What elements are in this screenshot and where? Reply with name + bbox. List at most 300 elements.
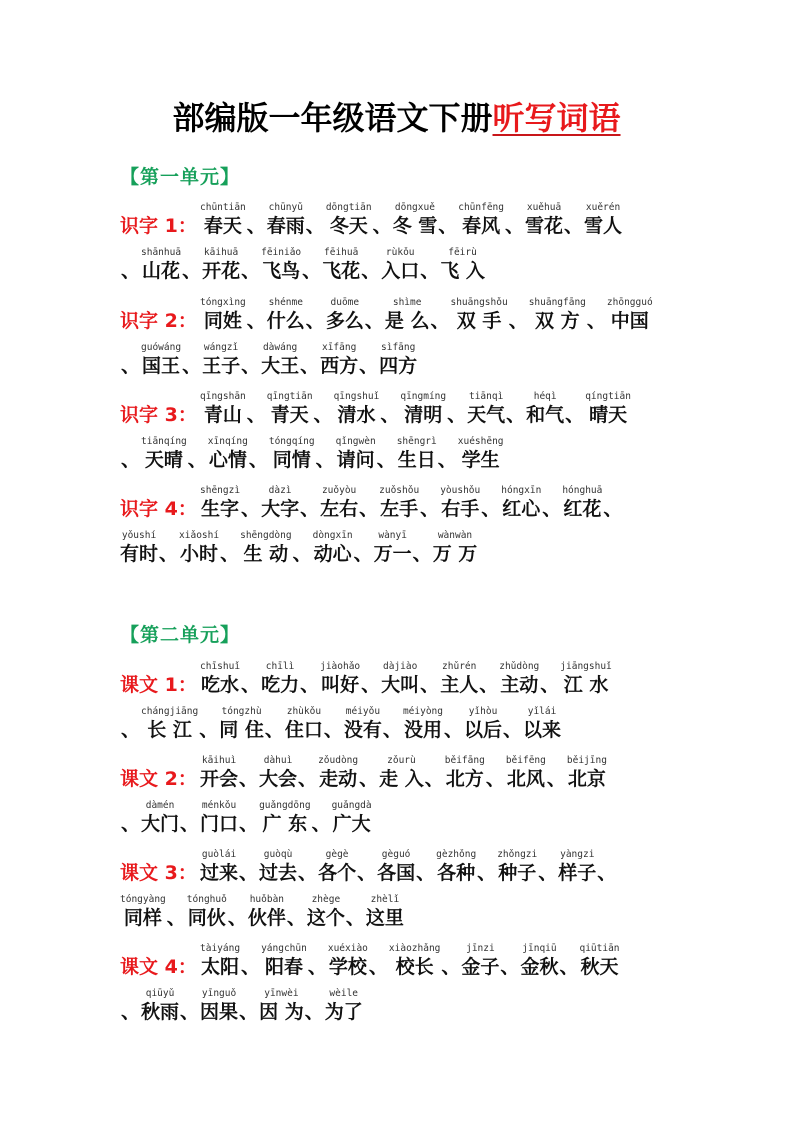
vocab-word [332,800,372,836]
vocab-word [458,436,504,472]
separator: 、 [538,862,558,884]
vocab-word [259,988,304,1024]
lesson-block [120,195,700,285]
pinyin: yángchūn [261,943,307,954]
separator: 、 [505,215,525,237]
vocab-word [579,943,619,979]
vocab-word [318,755,358,791]
hanzi: 雪人 [584,215,623,237]
vocab-word [366,894,404,930]
vocab-word [322,247,360,283]
hanzi: 学生 [461,449,500,471]
pinyin: tóngqíng [268,436,315,447]
vocab-word [558,849,596,885]
hanzi: 为了 [324,1001,363,1023]
vocab-word [458,202,504,238]
hanzi: 广 东 [262,813,308,835]
hanzi: 以来 [523,719,562,741]
word-line [120,748,700,793]
separator: 、 [304,1001,324,1023]
word-line [120,793,700,838]
pinyin: méiyòng [402,706,443,717]
separator: 、 [361,260,381,282]
pinyin: tóngxìng [200,297,246,308]
pinyin: gèguó [381,849,411,860]
vocab-word [120,894,166,930]
vocab-word [562,485,602,521]
separator: 、 [307,956,327,978]
pinyin: qīngshān [200,391,246,402]
vocab-word [567,755,607,791]
hanzi: 没用 [403,719,442,741]
pinyin: zhōngguó [606,297,653,308]
pinyin: shìme [392,297,422,308]
hanzi: 门口 [200,813,239,835]
pinyin: dàmén [145,800,175,811]
separator: 、 [241,355,261,377]
vocab-word [141,800,179,836]
pinyin: xīnqíng [207,436,248,447]
separator: 、 [542,498,562,520]
hanzi: 小时 [180,543,219,565]
separator: 、 [121,719,141,741]
hanzi: 青山 [203,404,242,426]
pinyin: shuāngfāng [528,297,586,308]
hanzi: 同伙 [187,907,226,929]
separator: 、 [121,449,141,471]
lesson-block [120,654,700,744]
word-line [120,887,700,932]
hanzi: 多么 [325,310,364,332]
pinyin: hóngxīn [501,485,542,496]
separator: 、 [241,498,261,520]
vocab-word [248,894,286,930]
hanzi: 双 手 [456,310,502,332]
word-line [120,384,700,429]
pinyin: dàhuì [263,755,293,766]
separator: 、 [447,404,467,426]
separator: 、 [180,813,200,835]
pinyin: jīnqiū [522,943,557,954]
separator: 、 [376,449,396,471]
hanzi: 过去 [259,862,298,884]
separator: 、 [380,404,400,426]
word-line [120,478,700,523]
vocab-word [450,297,507,333]
vocab-word [200,849,238,885]
vocab-word [285,706,323,742]
pinyin: zuǒshǒu [379,485,420,496]
pinyin: chángjiāng [141,706,199,717]
separator: 、 [359,498,379,520]
lesson-block [120,290,700,380]
hanzi: 大字 [261,498,300,520]
hanzi: 学校 [328,956,367,978]
separator: 、 [292,543,312,565]
pinyin: gègè [325,849,349,860]
unit-heading-1: 【第一单元】 [120,166,241,188]
hanzi: 生日 [397,449,436,471]
separator: 、 [503,719,523,741]
hanzi: 样子 [558,862,597,884]
pinyin: shēngrì [396,436,437,447]
hanzi: 没有 [343,719,382,741]
vocab-word [393,202,438,238]
vocab-word [325,988,363,1024]
hanzi: 开会 [200,768,239,790]
hanzi: 大叫 [381,674,420,696]
vocab-word [141,706,198,742]
pinyin: dàjiào [383,661,418,672]
vocab-word [529,297,586,333]
title-prefix: 部编版一年级语文下册 [172,99,493,137]
separator: 、 [220,543,240,565]
separator: 、 [420,260,440,282]
separator: 、 [323,719,343,741]
pinyin: wèile [329,988,359,999]
hanzi: 是 么 [384,310,430,332]
pinyin: jiàohǎo [320,661,361,672]
separator: 、 [564,215,584,237]
hanzi: 吃水 [201,674,240,696]
hanzi: 生字 [201,498,240,520]
vocab-word [403,706,443,742]
hanzi: 万一 [373,543,412,565]
separator: 、 [420,498,440,520]
pinyin: zhùkǒu [286,706,322,717]
vocab-word [326,297,364,333]
vocab-word [381,661,419,697]
pinyin: tiānqíng [141,436,187,447]
lesson-label: 课文 1： [120,674,197,696]
vocab-word [374,530,412,566]
vocab-word [445,755,485,791]
separator: 、 [182,355,202,377]
separator: 、 [241,956,261,978]
vocab-word [200,391,246,427]
hanzi: 同情 [272,449,311,471]
vocab-word [179,530,219,566]
vocab-word [400,391,446,427]
pinyin: yàngzi [560,849,595,860]
separator: 、 [353,543,373,565]
hanzi: 请问 [336,449,375,471]
hanzi: 天气 [467,404,506,426]
pinyin: duōme [330,297,360,308]
separator: 、 [300,674,320,696]
hanzi: 飞鸟 [262,260,301,282]
vocab-word [326,202,372,238]
separator: 、 [364,310,384,332]
lesson-label: 课文 4： [120,956,197,978]
lesson-label: 识字 4： [120,498,197,520]
vocab-word [520,943,558,979]
vocab-word [385,297,430,333]
hanzi: 春雨 [266,215,305,237]
vocab-word [501,485,541,521]
hanzi: 走动 [319,768,358,790]
hanzi: 红心 [502,498,541,520]
separator: 、 [246,215,266,237]
vocab-word [200,485,240,521]
hanzi: 太阳 [201,956,240,978]
separator: 、 [298,862,318,884]
pinyin: zǒudòng [318,755,359,766]
pinyin: guǎngdà [331,800,372,811]
pinyin: zhǒngzi [497,849,538,860]
separator: 、 [359,355,379,377]
lesson-block [120,842,700,932]
pinyin: yòushǒu [440,485,481,496]
pinyin: fēihuā [324,247,359,258]
separator: 、 [246,404,266,426]
pinyin: tàiyáng [200,943,241,954]
hanzi: 伙伴 [247,907,286,929]
vocab-word [506,755,546,791]
separator: 、 [559,956,579,978]
vocab-word [202,342,240,378]
vocab-word [336,436,376,472]
pinyin: běijīng [566,755,607,766]
word-line [120,981,700,1026]
word-line [120,335,700,380]
hanzi: 阳春 [264,956,303,978]
unit-heading-2: 【第二单元】 [120,624,241,646]
separator: 、 [500,956,520,978]
hanzi: 秋天 [580,956,619,978]
pinyin: zǒurù [387,755,416,766]
vocab-word [120,530,158,566]
hanzi: 以后 [464,719,503,741]
vocab-word [461,943,499,979]
pinyin: shēngzì [200,485,241,496]
hanzi: 大王 [261,355,300,377]
pinyin: zuǒyòu [321,485,357,496]
word-line [120,240,700,285]
vocab-word [261,247,301,283]
separator: 、 [382,719,402,741]
pinyin: yīnwèi [264,988,299,999]
vocab-word [200,943,240,979]
hanzi: 各个 [318,862,357,884]
pinyin: dōngxuě [394,202,435,213]
separator: 、 [182,260,202,282]
pinyin: qīngmíng [400,391,447,402]
vocab-word [267,391,313,427]
hanzi: 生 动 [243,543,289,565]
vocab-word [259,755,297,791]
hanzi: 双 方 [534,310,580,332]
separator: 、 [239,768,259,790]
pinyin: dàwáng [262,342,298,353]
hanzi: 四方 [379,355,418,377]
pinyin: qiūtiān [579,943,620,954]
vocab-word [267,202,305,238]
hanzi: 金秋 [520,956,559,978]
pinyin: kāihuì [201,755,237,766]
pinyin: héqì [533,391,557,402]
pinyin: guǎngdōng [259,800,311,811]
hanzi: 住口 [284,719,323,741]
separator: 、 [565,404,585,426]
vocab-word [261,661,299,697]
pinyin: fēirù [448,247,477,258]
hanzi: 中国 [610,310,649,332]
vocab-word [320,485,358,521]
hanzi: 这个 [306,907,345,929]
pinyin: chūnfēng [458,202,504,213]
hanzi: 什么 [266,310,305,332]
vocab-word [560,661,611,697]
vocab-word [379,485,419,521]
separator: 、 [187,449,207,471]
vocab-word [202,247,240,283]
word-line [120,936,700,981]
vocab-word [200,988,238,1024]
vocab-word [440,661,478,697]
separator: 、 [437,449,457,471]
vocab-word [497,849,537,885]
word-line [120,429,700,474]
vocab-word [377,849,415,885]
vocab-word [397,436,437,472]
hanzi: 北京 [567,768,606,790]
hanzi: 山花 [142,260,181,282]
vocab-word [381,247,419,283]
pinyin: wànyī [378,530,407,541]
hanzi: 西方 [320,355,359,377]
separator: 、 [485,768,505,790]
pinyin: hónghuā [562,485,603,496]
vocab-word [219,706,264,742]
separator: 、 [597,862,617,884]
separator: 、 [166,907,186,929]
pinyin: dòngxīn [312,530,353,541]
hanzi: 和气 [526,404,565,426]
hanzi: 因 为 [259,1001,304,1023]
separator: 、 [412,543,432,565]
hanzi: 开花 [202,260,241,282]
pinyin: yǒushí [121,530,157,541]
separator: 、 [121,813,141,835]
separator: 、 [300,498,320,520]
pinyin: guówáng [141,342,182,353]
lesson-label: 识字 3： [120,404,197,426]
hanzi: 主人 [440,674,479,696]
word-line [120,842,700,887]
hanzi: 左右 [320,498,359,520]
vocab-word [328,943,368,979]
pinyin: chūntiān [200,202,246,213]
hanzi: 这里 [365,907,404,929]
vocab-word [440,247,485,283]
separator: 、 [586,310,606,332]
hanzi: 王子 [202,355,241,377]
vocab-word [379,755,424,791]
lesson-label: 课文 2： [120,768,197,790]
pinyin: xiàozhǎng [388,943,441,954]
hanzi: 同 住 [219,719,264,741]
hanzi: 清水 [337,404,376,426]
separator: 、 [546,768,566,790]
vocab-word [313,530,353,566]
pinyin: wànwàn [437,530,473,541]
hanzi: 晴天 [589,404,628,426]
pinyin: wángzǐ [203,342,239,353]
separator: 、 [357,862,377,884]
pinyin: xuéxiào [327,943,368,954]
pinyin: qǐngwèn [335,436,376,447]
pinyin: chūnyǔ [268,202,303,213]
word-line [120,654,700,699]
vocab-word [200,202,246,238]
vocab-word [585,391,631,427]
vocab-word [141,247,181,283]
vocab-word [320,342,358,378]
vocab-word [523,706,561,742]
vocab-word [320,661,360,697]
hanzi: 各种 [437,862,476,884]
separator: 、 [372,215,392,237]
lesson-label: 识字 2： [120,310,197,332]
separator: 、 [180,1001,200,1023]
separator: 、 [121,1001,141,1023]
pinyin: zhège [311,894,341,905]
hanzi: 红花 [563,498,602,520]
separator: 、 [298,768,318,790]
hanzi: 江 水 [563,674,609,696]
pinyin: chīshuǐ [200,661,241,672]
vocab-word [261,943,307,979]
separator: 、 [443,719,463,741]
pinyin: qiūyǔ [145,988,175,999]
pinyin: jiāngshuǐ [560,661,612,672]
separator: 、 [313,404,333,426]
vocab-word [267,297,305,333]
hanzi: 同姓 [203,310,242,332]
vocab-word [208,436,248,472]
title-highlight: 听写词语 [492,99,621,137]
hanzi: 大会 [259,768,298,790]
separator: 、 [246,310,266,332]
separator: 、 [479,674,499,696]
hanzi: 长 江 [147,719,192,741]
vocab-word [433,530,478,566]
separator: 、 [361,674,381,696]
vocab-word [464,706,502,742]
word-line [120,523,700,568]
vocab-word [467,391,505,427]
separator: 、 [239,813,259,835]
pinyin: huǒbàn [249,894,285,905]
vocab-word [344,706,382,742]
separator: 、 [424,768,444,790]
pinyin: tónghuǒ [186,894,227,905]
hanzi: 因果 [200,1001,239,1023]
pinyin: méiyǒu [345,706,381,717]
pinyin: xuéshēng [457,436,504,447]
pinyin: zhǔrén [442,661,477,672]
pinyin: dàzì [268,485,292,496]
hanzi: 过来 [200,862,239,884]
pinyin: tóngzhù [221,706,262,717]
pinyin: tóngyàng [120,894,166,905]
vocab-word [187,894,227,930]
hanzi: 叫好 [321,674,360,696]
lesson-block [120,748,700,838]
hanzi: 校长 [395,956,434,978]
word-line [120,195,700,240]
